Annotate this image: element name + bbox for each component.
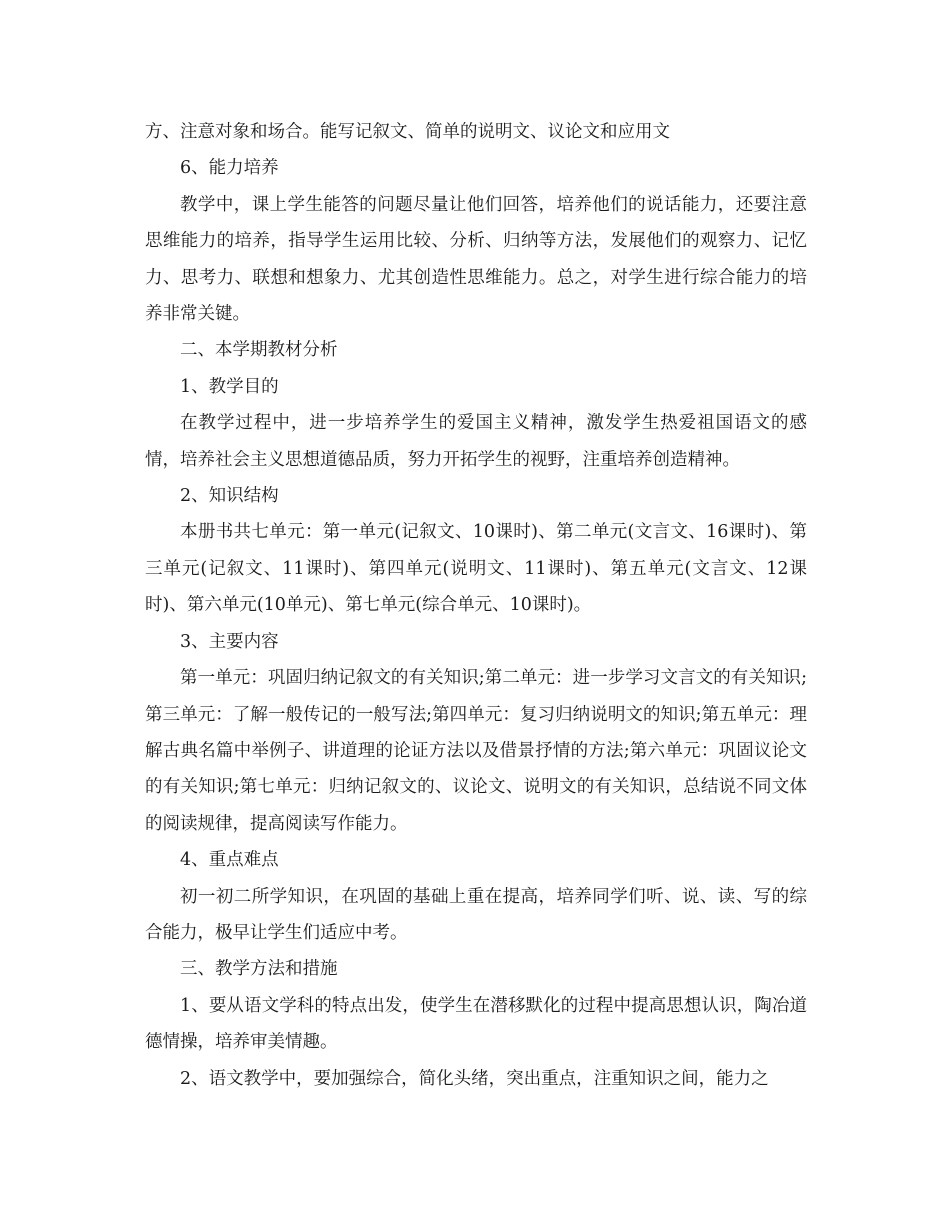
- paragraph-continuation: 方、注意对象和场合。能写记叙文、简单的说明文、议论文和应用文: [145, 122, 670, 142]
- paragraph-teaching-purpose: 在教学过程中，进一步培养学生的爱国主义精神，激发学生热爱祖国语文的感情，培养社会主义思想道德品质，努力开拓学生的视野，注重培养创造精神。: [145, 413, 807, 470]
- paragraph-knowledge-structure: 本册书共七单元：第一单元(记叙文、10课时)、第二单元(文言文、16课时)、第三单元(记叙文、11课时)、第四单元(说明文、11课时)、第五单元(文言文、12课时)、第六单元(10单元)、第七单元(综合单元、10课时)。: [145, 522, 807, 616]
- heading-key-difficulties: 4、重点难点: [180, 850, 279, 871]
- heading-ability-training: 6、能力培养: [180, 158, 279, 179]
- section-heading-textbook-analysis: 二、本学期教材分析: [180, 340, 338, 361]
- paragraph-method-1: 1、要从语文学科的特点出发，使学生在潜移默化的过程中提高思想认识，陶冶道德情操，培养审美情趣。: [145, 995, 807, 1053]
- section-heading-methods: 三、教学方法和措施: [180, 959, 338, 980]
- heading-knowledge-structure: 2、知识结构: [180, 486, 279, 507]
- paragraph-key-difficulties: 初一初二所学知识，在巩固的基础上重在提高，培养同学们听、说、读、写的综合能力，极早让学生们适应中考。: [145, 886, 807, 943]
- paragraph-main-content: 第一单元：巩固归纳记叙文的有关知识;第二单元：进一步学习文言文的有关知识;第三单元：了解一般传记的一般写法;第四单元：复习归纳说明文的知识;第五单元：理解古典名篇中举例子、讲道理的论证方法以及借景抒情的方法;第六单元：巩固议论文的有关知识;第七单元：归纳记叙文的、议论文、说明文的有关知识，总结说不同文体的阅读规律，提高阅读写作能力。: [145, 668, 807, 834]
- heading-teaching-purpose: 1、教学目的: [180, 376, 279, 397]
- document-page: [145, 114, 807, 1097]
- paragraph-method-2: 2、语文教学中，要加强综合，简化头绪，突出重点，注重知识之间，能力之: [180, 1068, 769, 1089]
- heading-main-content: 3、主要内容: [180, 631, 279, 652]
- paragraph-ability-training: 教学中，课上学生能答的问题尽量让他们回答，培养他们的说话能力，还要注意思维能力的培养，指导学生运用比较、分析、归纳等方法，发展他们的观察力、记忆力、思考力、联想和想象力、尤其创造性思维能力。总之，对学生进行综合能力的培养非常关键。: [145, 194, 807, 325]
